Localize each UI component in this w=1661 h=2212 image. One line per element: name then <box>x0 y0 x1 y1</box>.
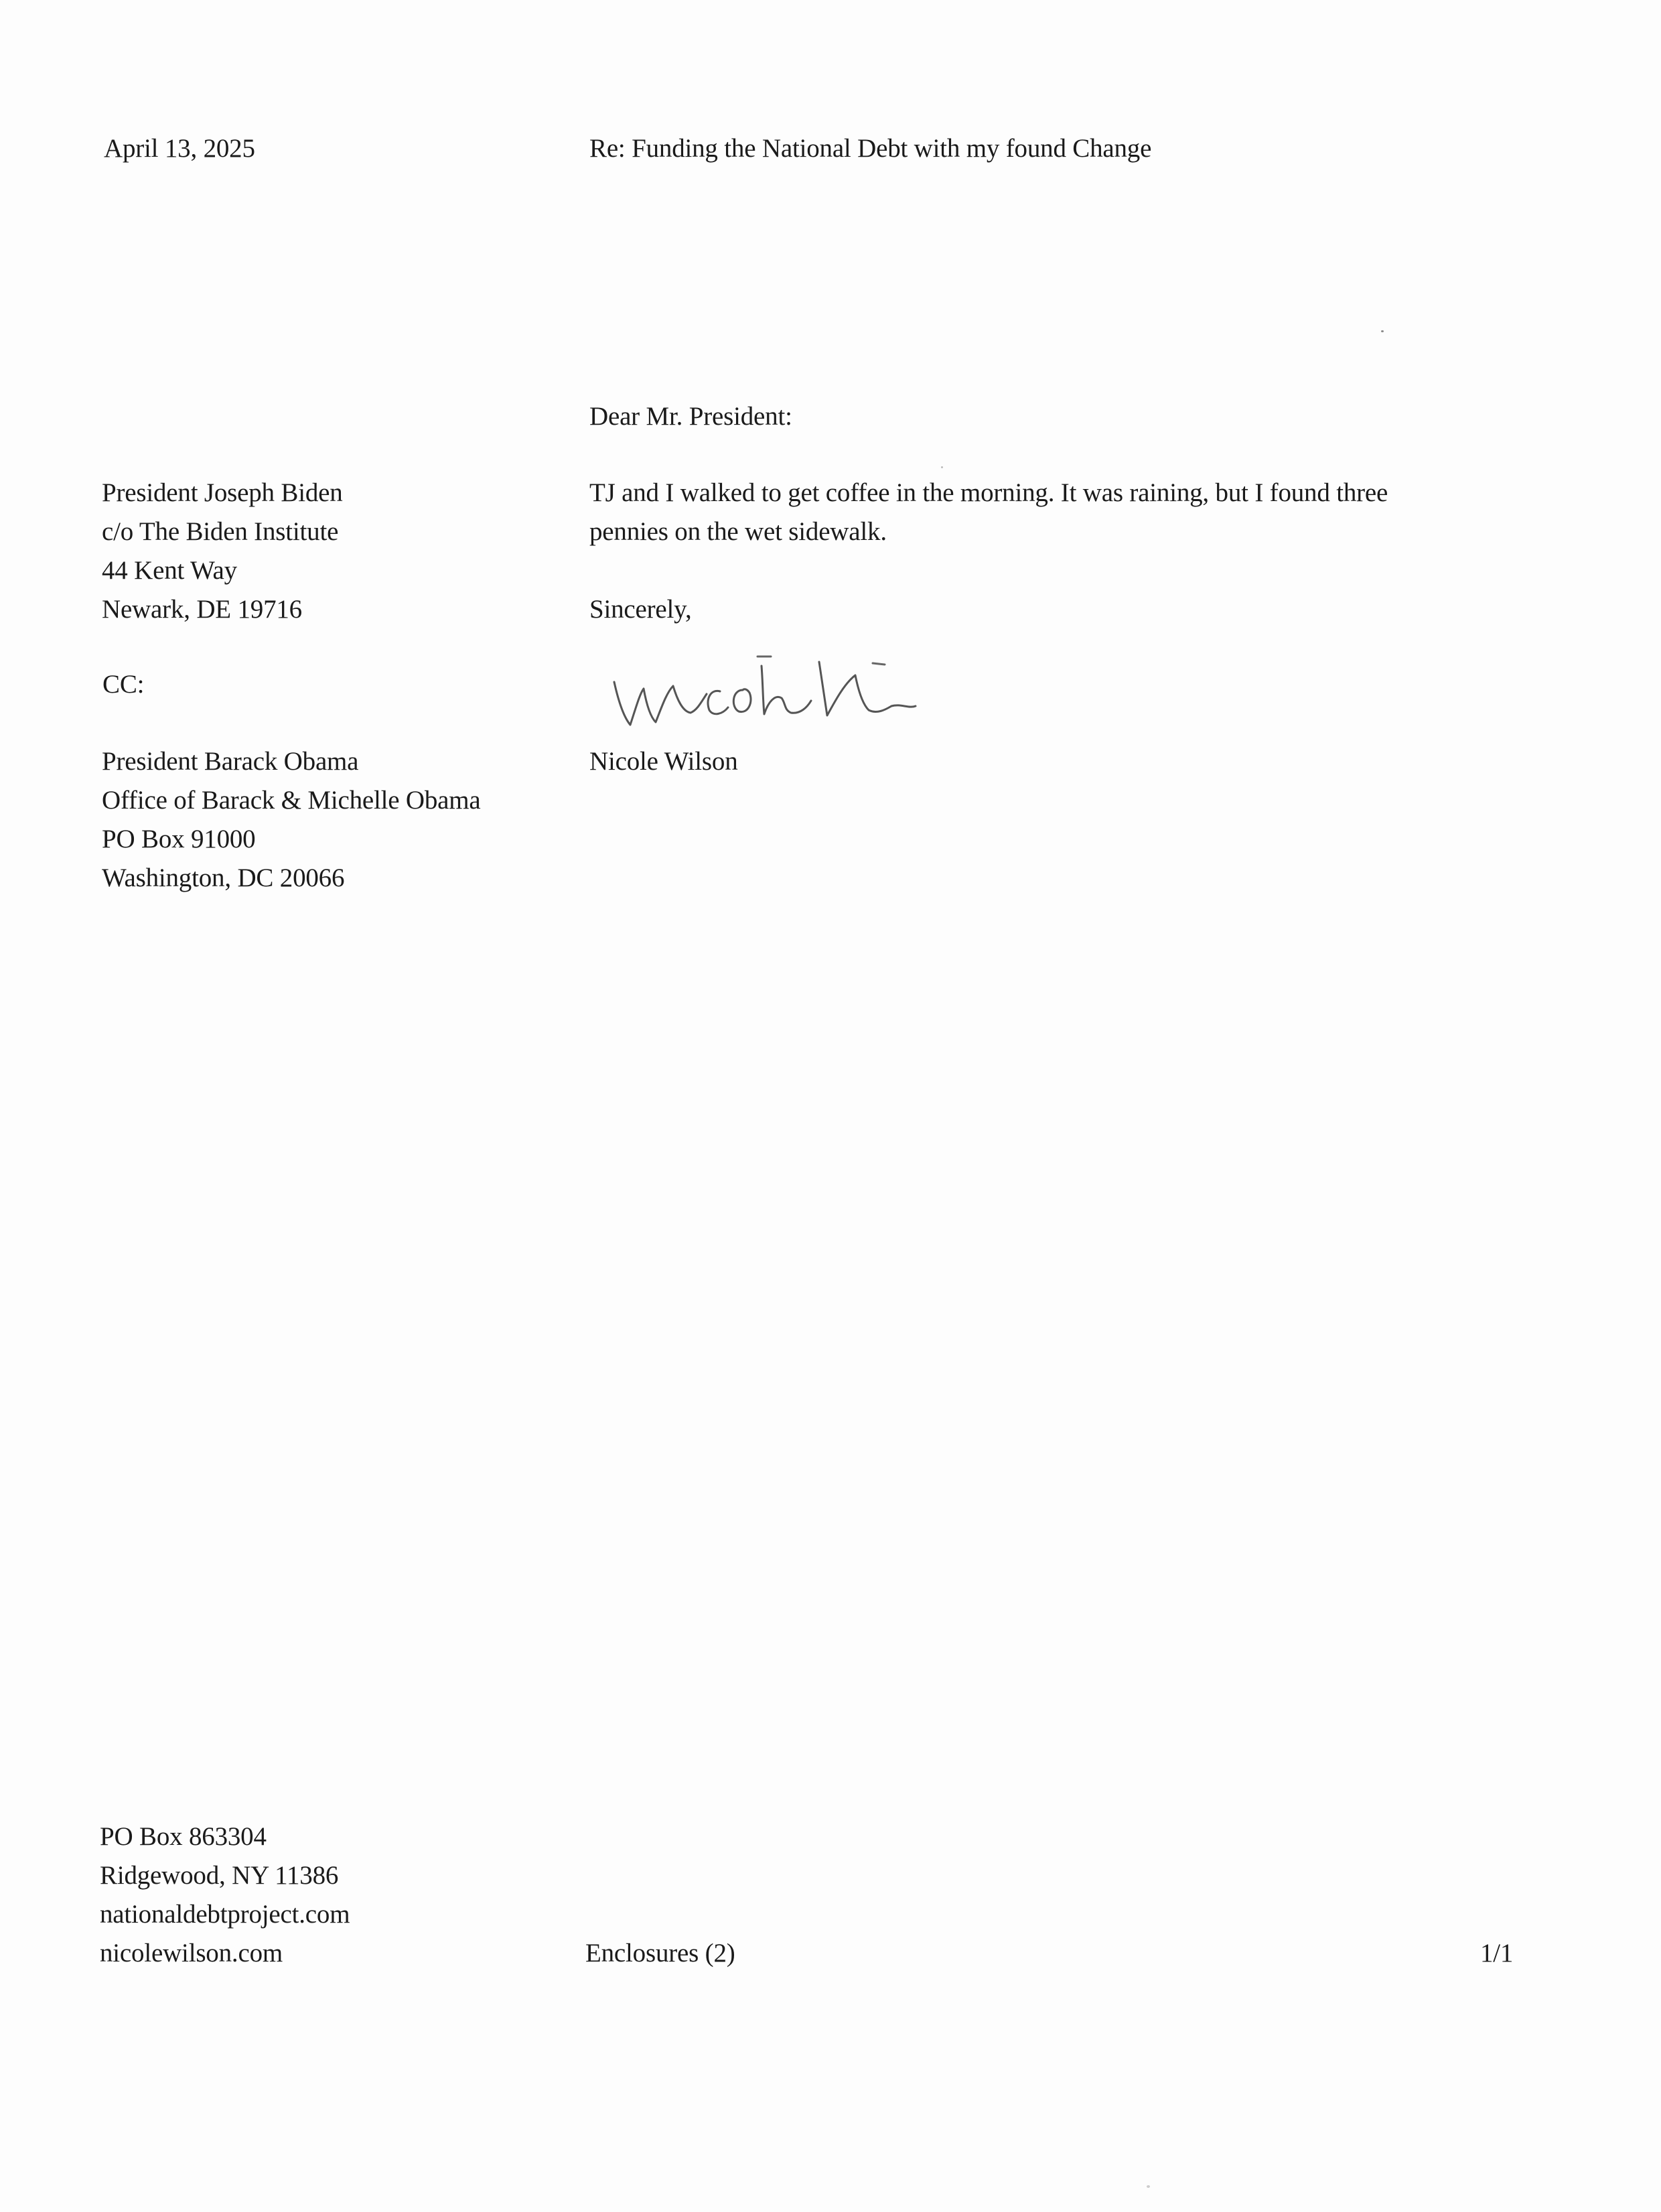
sender-line: nationaldebtproject.com <box>100 1900 350 1929</box>
recipient-address <box>102 474 343 629</box>
body-line: TJ and I walked to get coffee in the morning. It was raining, but I found three <box>589 478 1388 507</box>
sender-line: Ridgewood, NY 11386 <box>100 1861 339 1890</box>
enclosures-note: Enclosures (2) <box>585 1939 735 1967</box>
cc-line: Office of Barack & Michelle Obama <box>102 786 481 815</box>
sender-line: nicolewilson.com <box>100 1939 283 1967</box>
recipient-line: Newark, DE 19716 <box>102 595 302 624</box>
letter-body <box>589 474 1388 551</box>
sender-line: PO Box 863304 <box>100 1822 267 1851</box>
cc-line: Washington, DC 20066 <box>102 863 345 892</box>
sender-footer <box>100 1817 350 1973</box>
scan-speck <box>1381 330 1384 332</box>
page-number: 1/1 <box>1480 1939 1514 1967</box>
scan-speck <box>941 466 943 468</box>
salutation: Dear Mr. President: <box>589 402 792 431</box>
body-line: pennies on the wet sidewalk. <box>589 517 887 546</box>
cc-recipient-address <box>102 742 481 898</box>
handwritten-signature <box>606 650 921 737</box>
cc-label: CC: <box>102 670 145 699</box>
cc-line: President Barack Obama <box>102 747 359 776</box>
recipient-line: c/o The Biden Institute <box>102 517 339 546</box>
letter-subject: Re: Funding the National Debt with my found Change <box>589 134 1152 163</box>
signature-name: Nicole Wilson <box>589 747 738 776</box>
closing: Sincerely, <box>589 595 692 624</box>
cc-line: PO Box 91000 <box>102 825 256 853</box>
recipient-line: President Joseph Biden <box>102 478 343 507</box>
recipient-line: 44 Kent Way <box>102 556 237 585</box>
letter-date: April 13, 2025 <box>104 134 255 163</box>
scan-speck <box>1147 2185 1150 2188</box>
